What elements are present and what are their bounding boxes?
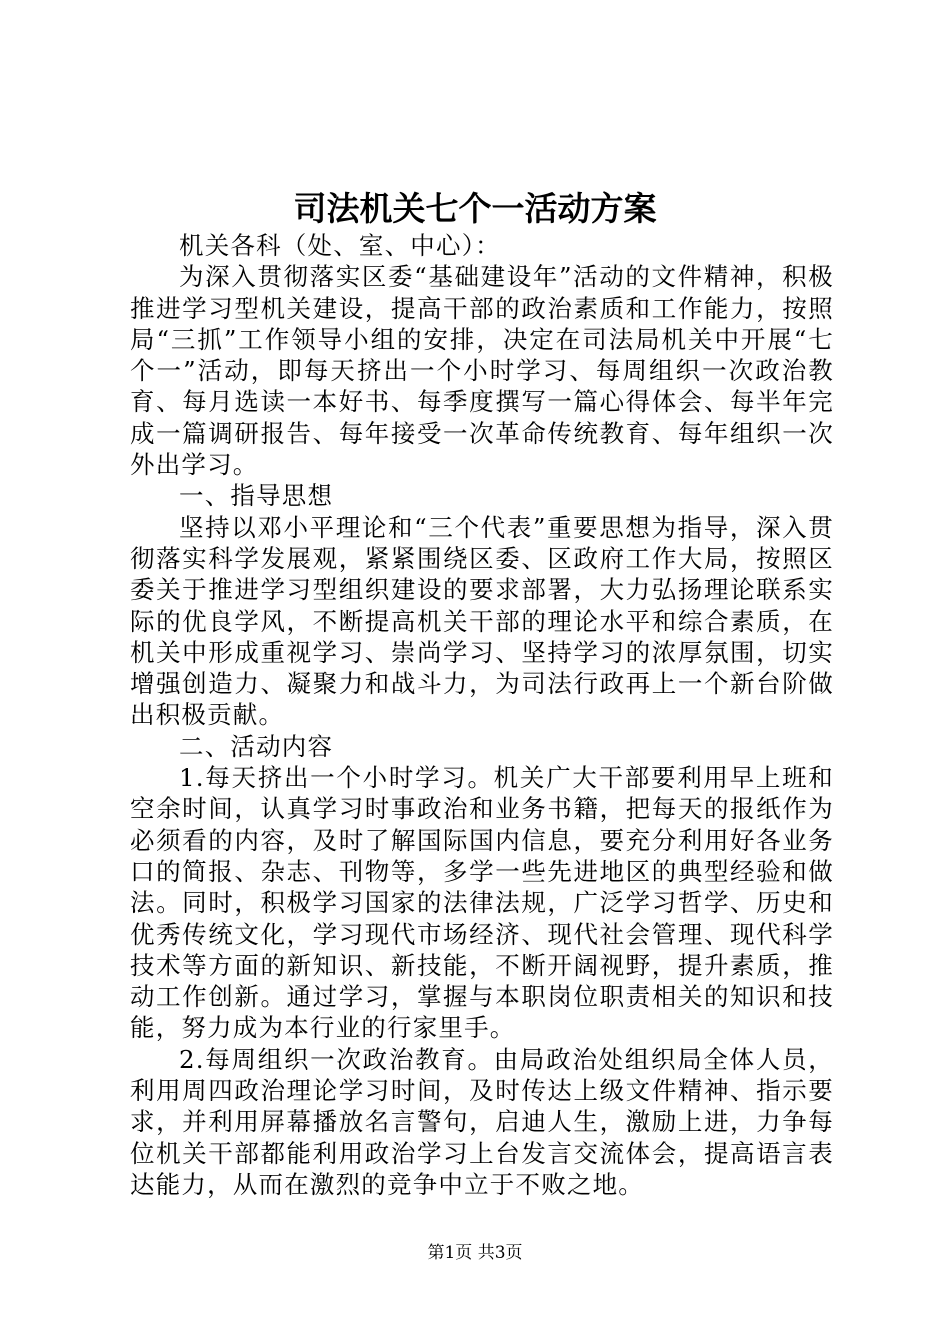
- activity-item-2: 2.每周组织一次政治教育。由局政治处组织局全体人员，利用周四政治理论学习时间，及时传达上级文件精神、指示要求，并利用屏幕播放名言警句，启迪人生，激励上进，力争每位机关干部都能利用政治学习上台发言交流体会，提高语言表达能力，从而在激烈的竞争中立于不败之地。: [130, 1044, 834, 1199]
- section-heading-guiding-ideology: 一、指导思想: [179, 481, 334, 511]
- guiding-ideology-paragraph: 坚持以邓小平理论和“三个代表”重要思想为指导，深入贯彻落实科学发展观，紧紧围绕区委、区政府工作大局，按照区委关于推进学习型组织建设的要求部署，大力弘扬理论联系实际的优良学风，不断提高机关干部的理论水平和综合素质，在机关中形成重视学习、崇尚学习、坚持学习的浓厚氛围，切实增强创造力、凝聚力和战斗力，为司法行政再上一个新台阶做出积极贡献。: [130, 512, 834, 730]
- page-footer: 第1页 共3页: [427, 1243, 523, 1263]
- activity-item-1: 1.每天挤出一个小时学习。机关广大干部要利用早上班和空余时间，认真学习时事政治和业务书籍，把每天的报纸作为必须看的内容，及时了解国际国内信息，要充分利用好各业务口的简报、杂志、刊物等，多学一些先进地区的典型经验和做法。同时，积极学习国家的法律法规，广泛学习哲学、历史和优秀传统文化，学习现代市场经济、现代社会管理、现代科学技术等方面的新知识、新技能，不断开阔视野，提升素质，推动工作创新。通过学习，掌握与本职岗位职责相关的知识和技能，努力成为本行业的行家里手。: [130, 763, 834, 1043]
- salutation: 机关各科（处、室、中心）：: [179, 231, 501, 260]
- section-heading-activity-content: 二、活动内容: [179, 731, 334, 761]
- document-body: [130, 230, 834, 1200]
- page-title: 司法机关七个一活动方案: [293, 189, 657, 228]
- intro-paragraph: 为深入贯彻落实区委“基础建设年”活动的文件精神，积极推进学习型机关建设，提高干部的政治素质和工作能力，按照局“三抓”工作领导小组的安排，决定在司法局机关中开展“七个一”活动，即每天挤出一个小时学习、每周组织一次政治教育、每月选读一本好书、每季度撰写一篇心得体会、每半年完成一篇调研报告、每年接受一次革命传统教育、每年组织一次外出学习。: [130, 262, 834, 480]
